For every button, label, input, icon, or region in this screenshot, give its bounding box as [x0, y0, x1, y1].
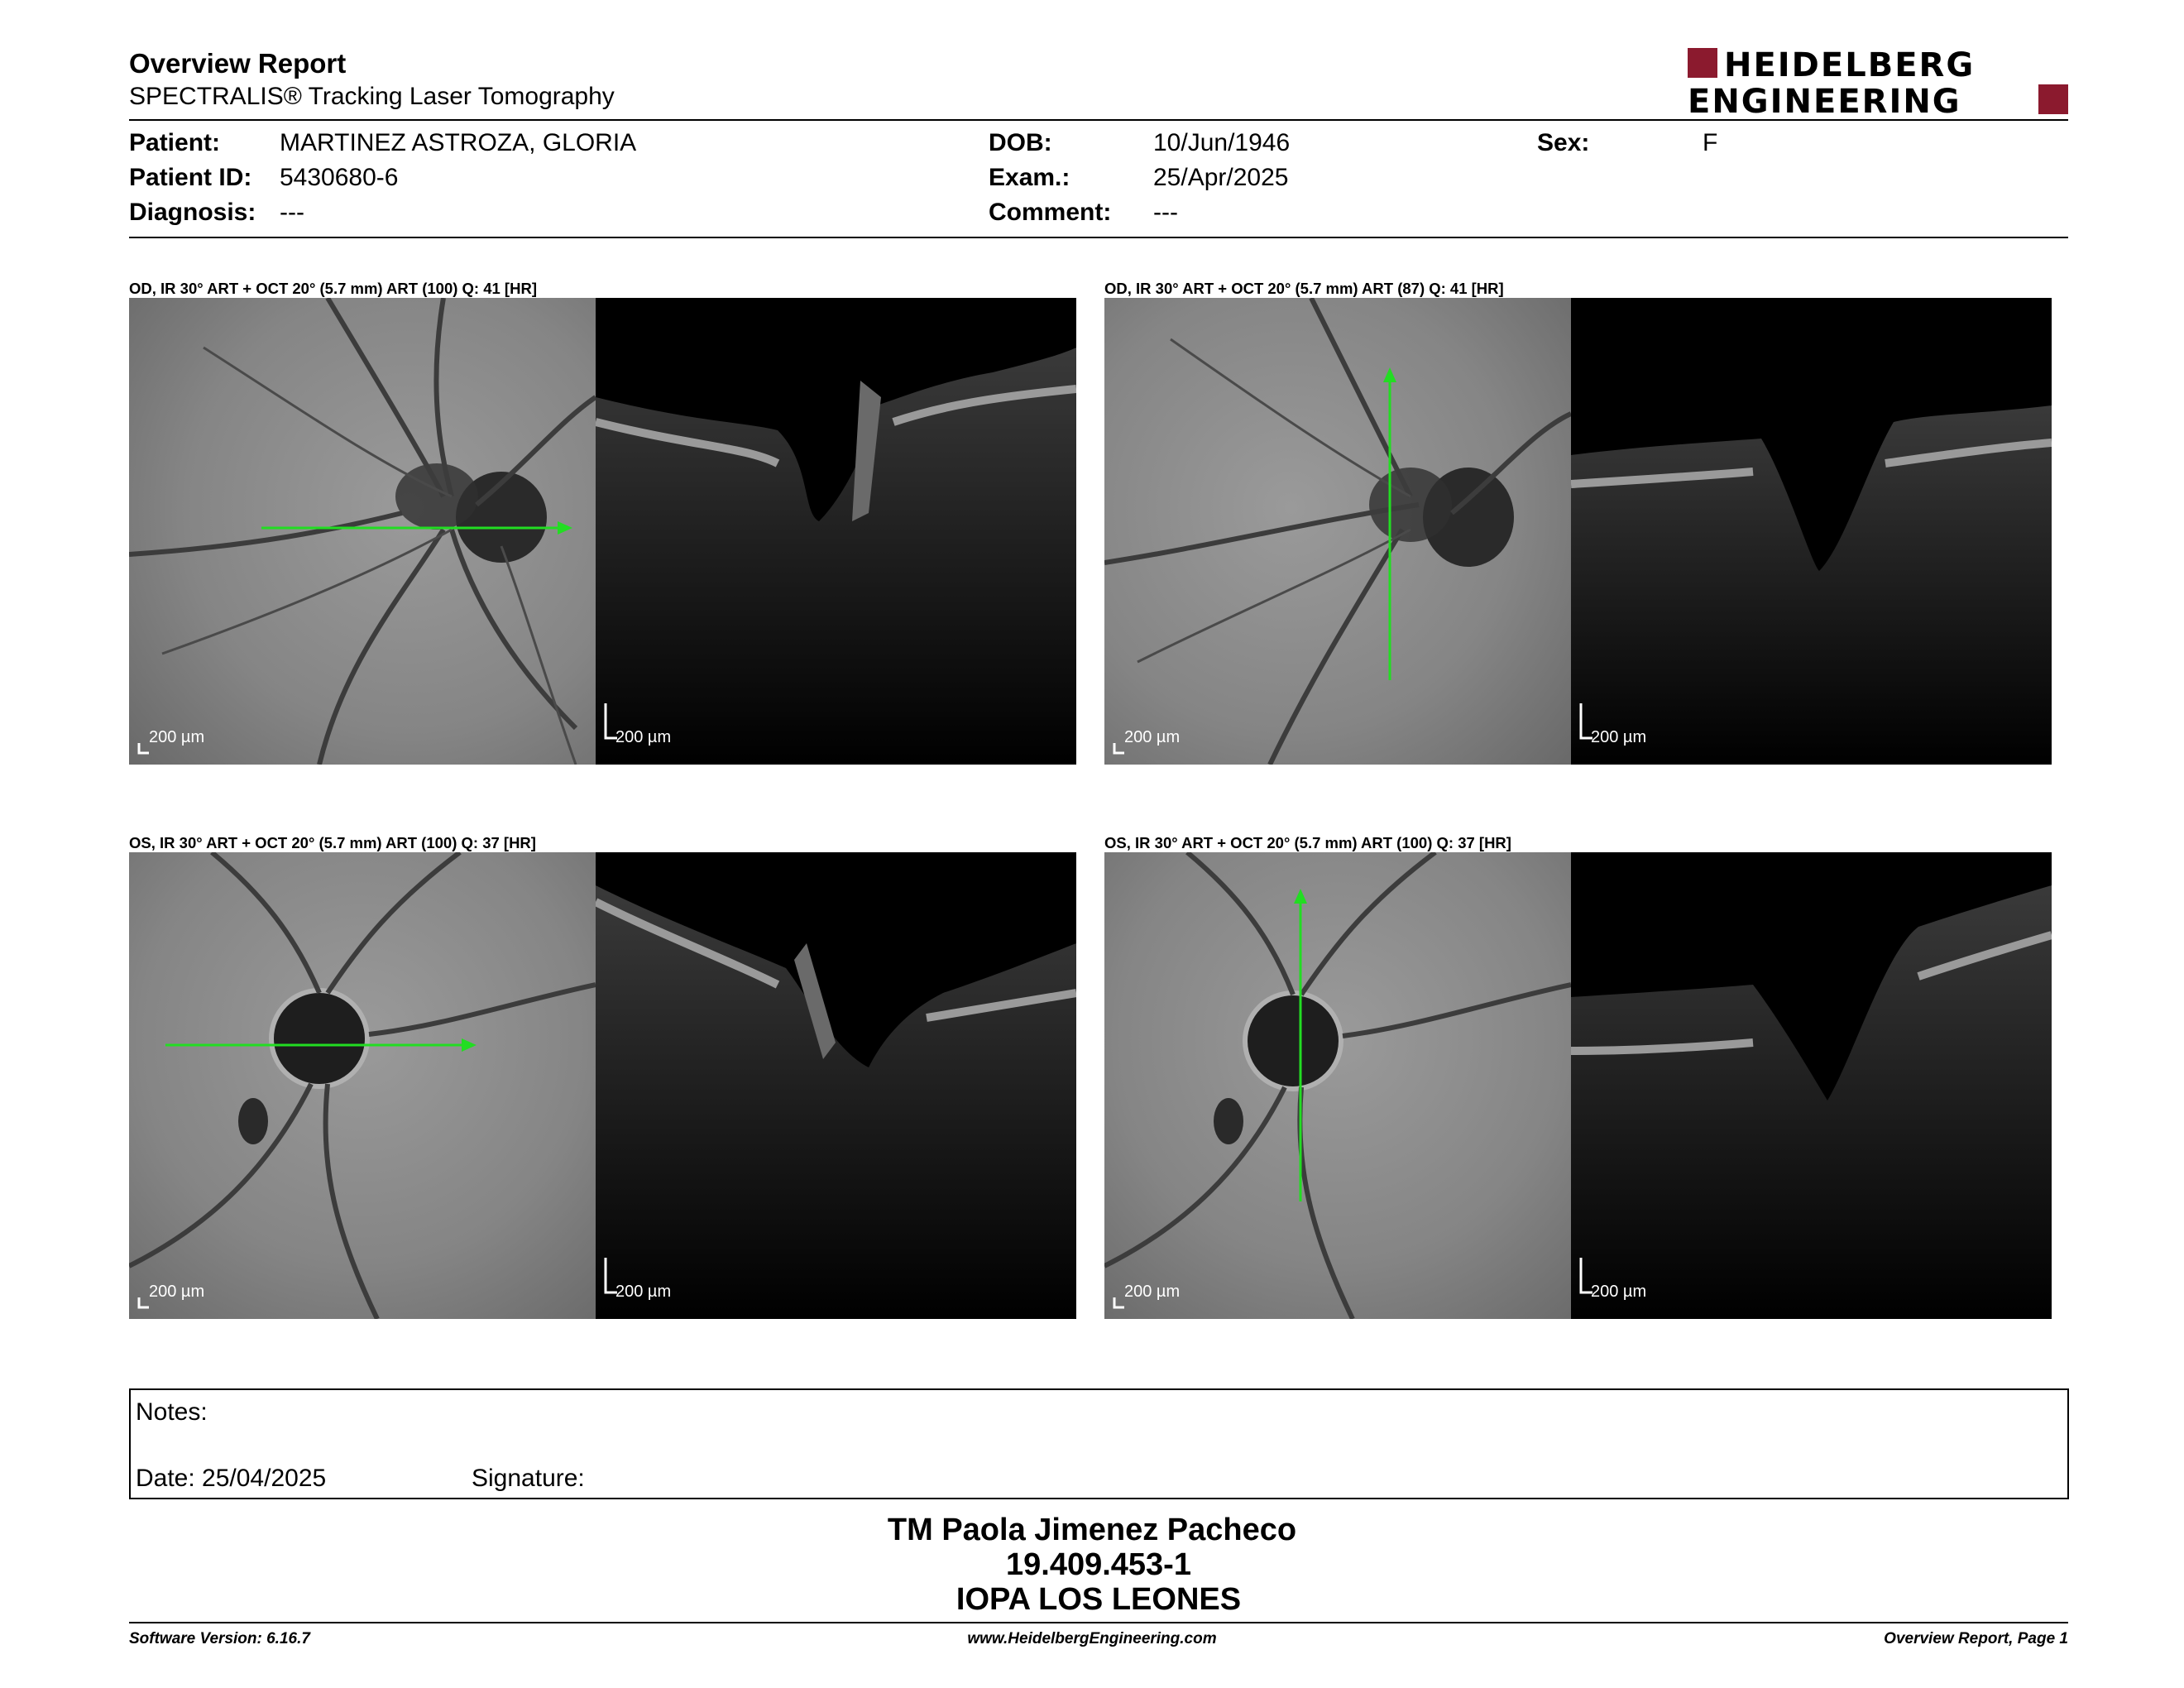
ir-fundus-image-od-horizontal [129, 298, 596, 765]
patient-divider [129, 237, 2068, 238]
sex-value: F [1703, 129, 1718, 156]
ir-scale-label: 200 µm [1124, 728, 1181, 746]
oct-scale-label: 200 µm [1591, 1283, 1647, 1301]
patient-id: 5430680-6 [280, 164, 399, 191]
oct-bscan-image-od-vertical [1571, 298, 2052, 765]
ir-scale-label: 200 µm [149, 728, 205, 746]
scan-title-od-vertical: OD, IR 30° ART + OCT 20° (5.7 mm) ART (87) Q: 41 [HR] [1104, 280, 1504, 297]
oct-bscan-image-os-horizontal [596, 852, 1076, 1319]
signatory-id: 19.409.453-1 [1006, 1547, 1191, 1582]
page-indicator: Overview Report, Page 1 [1884, 1630, 2068, 1647]
ir-fundus-image-os-horizontal [129, 852, 596, 1319]
dob-label: DOB: [989, 129, 1052, 156]
scan-title-os-horizontal: OS, IR 30° ART + OCT 20° (5.7 mm) ART (100) Q: 37 [HR] [129, 834, 536, 851]
oct-bscan-image-od-horizontal [596, 298, 1076, 765]
svg-text:HEIDELBERG: HEIDELBERG [1724, 46, 1976, 84]
sex-label: Sex: [1537, 129, 1590, 156]
comment-label: Comment: [989, 199, 1112, 226]
dob-value: 10/Jun/1946 [1153, 129, 1291, 156]
exam-value: 25/Apr/2025 [1153, 164, 1289, 191]
scan-title-os-vertical: OS, IR 30° ART + OCT 20° (5.7 mm) ART (100) Q: 37 [HR] [1104, 834, 1511, 851]
report-title: Overview Report [129, 48, 347, 79]
signatory-name: TM Paola Jimenez Pacheco [887, 1513, 1297, 1547]
oct-scale-label: 200 µm [1591, 728, 1647, 746]
ir-fundus-image-od-vertical [1104, 298, 1571, 765]
diagnosis-value: --- [280, 199, 304, 226]
notes-date: Date: 25/04/2025 [136, 1465, 327, 1492]
comment-value: --- [1153, 199, 1178, 226]
notes-box[interactable] [129, 1388, 2069, 1499]
diagnosis-label: Diagnosis: [129, 199, 256, 226]
notes-label: Notes: [136, 1398, 208, 1426]
software-version: Software Version: 6.16.7 [129, 1630, 310, 1647]
patient-name: MARTINEZ ASTROZA, GLORIA [280, 129, 637, 156]
footer-divider [129, 1622, 2068, 1623]
oct-scale-label: 200 µm [615, 1283, 672, 1301]
heidelberg-logo [1688, 46, 2068, 116]
signature-label: Signature: [472, 1465, 585, 1492]
ir-fundus-image-os-vertical [1104, 852, 1571, 1319]
oct-bscan-image-os-vertical [1571, 852, 2052, 1319]
header-divider [129, 119, 2068, 121]
patient-id-label: Patient ID: [129, 164, 252, 191]
oct-scale-label: 200 µm [615, 728, 672, 746]
signatory-institution: IOPA LOS LEONES [956, 1582, 1242, 1617]
patient-label: Patient: [129, 129, 221, 156]
exam-label: Exam.: [989, 164, 1070, 191]
scan-title-od-horizontal: OD, IR 30° ART + OCT 20° (5.7 mm) ART (100) Q: 41 [HR] [129, 280, 537, 297]
report-subtitle: SPECTRALIS® Tracking Laser Tomography [129, 83, 615, 110]
website-link[interactable]: www.HeidelbergEngineering.com [967, 1630, 1217, 1647]
ir-scale-label: 200 µm [149, 1283, 205, 1301]
ir-scale-label: 200 µm [1124, 1283, 1181, 1301]
svg-text:ENGINEERING: ENGINEERING [1688, 83, 1961, 116]
